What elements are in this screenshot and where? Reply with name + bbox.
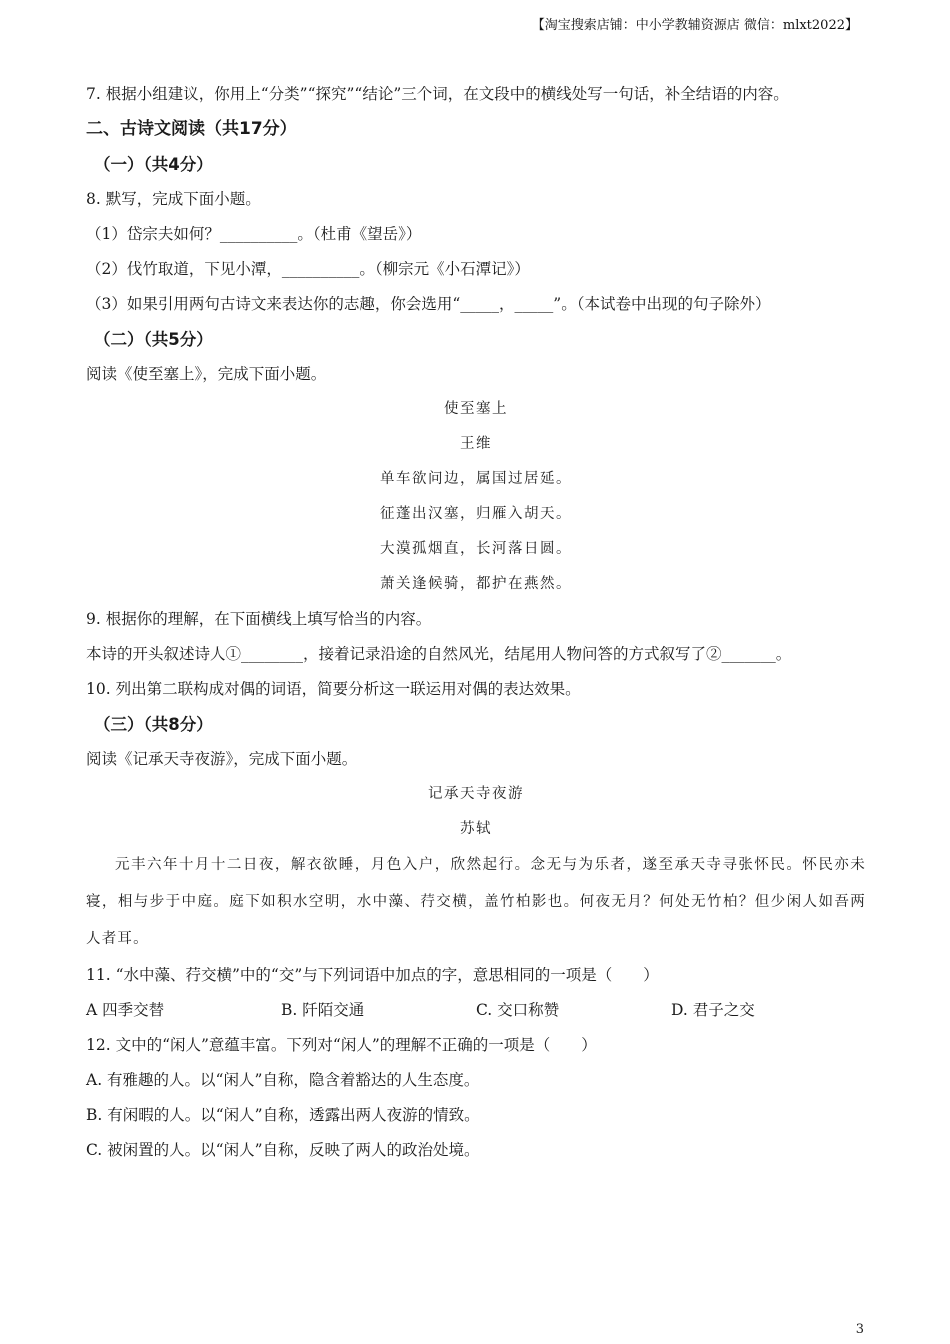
question-8-1: （1）岱宗夫如何？__________。（杜甫《望岳》） bbox=[86, 225, 422, 243]
question-12-option-a: A. 有雅趣的人。以“闲人”自称，隐含着豁达的人生态度。 bbox=[86, 1071, 480, 1089]
question-9: 9. 根据你的理解，在下面横线上填写恰当的内容。 bbox=[86, 610, 432, 628]
part-heading-1: （一）（共4分） bbox=[94, 155, 213, 174]
poem-title: 使至塞上 bbox=[444, 401, 508, 417]
reading-instruction-1: 阅读《使至塞上》，完成下面小题。 bbox=[86, 365, 327, 383]
question-8: 8. 默写，完成下面小题。 bbox=[86, 190, 261, 208]
part-heading-2: （二）（共5分） bbox=[94, 330, 213, 349]
page-content bbox=[86, 76, 866, 1168]
page-number: 3 bbox=[855, 1322, 864, 1337]
question-7: 7. 根据小组建议，你用上“分类”“探究”“结论”三个词，在文段中的横线处写一句话，补全结语的内容。 bbox=[86, 85, 789, 103]
poem-line: 征蓬出汉塞，归雁入胡天。 bbox=[380, 506, 572, 522]
option-d: D. 君子之交 bbox=[671, 1001, 755, 1019]
poem-line: 单车欲问边，属国过居延。 bbox=[380, 471, 572, 487]
page-header: 【淘宝搜索店铺：中小学教辅资源店 微信：mlxt2022】 bbox=[531, 18, 858, 33]
section-heading-classical: 二、古诗文阅读（共17分） bbox=[86, 119, 297, 139]
question-8-3: （3）如果引用两句古诗文来表达你的志趣，你会选用“_____，_____”。（本试卷中出现的句子除外） bbox=[86, 295, 771, 313]
prose-text: 元丰六年十月十二日夜，解衣欲睡，月色入户，欣然起行。念无与为乐者，遂至承天寺寻张怀民。怀民亦未寝，相与步于中庭。庭下如积水空明，水中藻、荇交横，盖竹柏影也。何夜无月？何处无竹柏？但少闲人如吾两人者耳。 bbox=[86, 857, 866, 947]
question-11-options bbox=[86, 993, 866, 1028]
question-12: 12. 文中的“闲人”意蕴丰富。下列对“闲人”的理解不正确的一项是（ ） bbox=[86, 1036, 597, 1054]
reading-instruction-2: 阅读《记承天寺夜游》，完成下面小题。 bbox=[86, 750, 358, 768]
poem-author: 王维 bbox=[460, 436, 492, 452]
question-8-2: （2）伐竹取道，下见小潭，__________。（柳宗元《小石潭记》） bbox=[86, 260, 530, 278]
part-heading-3: （三）（共8分） bbox=[94, 715, 213, 734]
question-11: 11. “水中藻、荇交横”中的“交”与下列词语中加点的字，意思相同的一项是（ ） bbox=[86, 966, 659, 984]
prose-author: 苏轼 bbox=[460, 821, 492, 837]
option-b: B. 阡陌交通 bbox=[281, 1001, 365, 1019]
question-12-option-c: C. 被闲置的人。以“闲人”自称，反映了两人的政治处境。 bbox=[86, 1141, 480, 1159]
question-9-text: 本诗的开头叙述诗人①________，接着记录沿途的自然风光，结尾用人物问答的方式叙写了②_______。 bbox=[86, 645, 792, 663]
option-c: C. 交口称赞 bbox=[476, 1001, 560, 1019]
question-12-option-b: B. 有闲暇的人。以“闲人”自称，透露出两人夜游的情致。 bbox=[86, 1106, 480, 1124]
poem-line: 萧关逢候骑，都护在燕然。 bbox=[380, 576, 572, 592]
poem-line: 大漠孤烟直，长河落日圆。 bbox=[380, 541, 572, 557]
question-10: 10. 列出第二联构成对偶的词语，简要分析这一联运用对偶的表达效果。 bbox=[86, 680, 581, 698]
prose-title: 记承天寺夜游 bbox=[428, 786, 524, 802]
option-a: A 四季交替 bbox=[86, 1001, 165, 1019]
